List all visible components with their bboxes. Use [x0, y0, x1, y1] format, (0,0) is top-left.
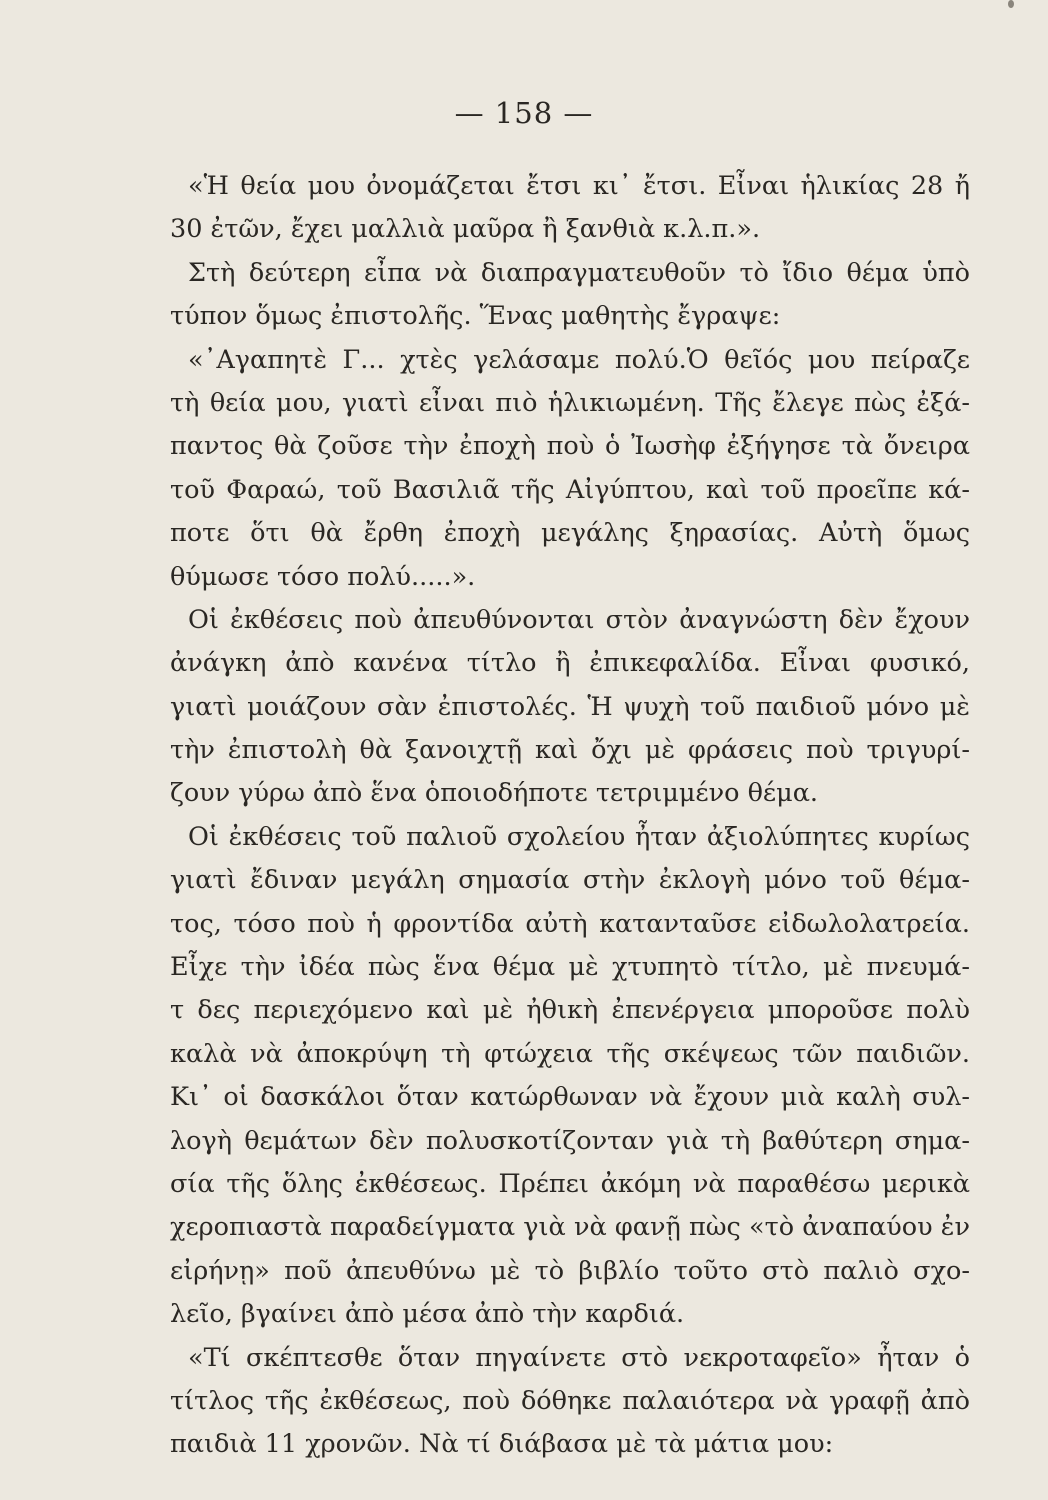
text-line: λογὴ θεμάτων δὲν πολυσκοτίζονταν γιὰ τὴ βαθύτερη σημα-: [170, 1125, 970, 1156]
text-line: γιατὶ μοιάζουν σὰν ἐπιστολές. Ἡ ψυχὴ τοῦ παιδιοῦ μόνο μὲ: [170, 691, 970, 722]
text-line: θύμωσε τόσο πολύ.....».: [170, 561, 476, 592]
text-line: χεροπιαστὰ παραδείγματα γιὰ νὰ φανῇ πὼς «τὸ ἀναπαύου ἐν: [170, 1212, 970, 1243]
text-line: τος, τόσο ποὺ ἡ φροντίδα αὐτὴ κατανταῦσε εἰδωλολατρεία.: [170, 908, 970, 939]
text-line: «Τί σκέπτεσθε ὅταν πηγαίνετε στὸ νεκροταφεῖο» ἦταν ὁ: [188, 1342, 970, 1373]
text-line: τίτλος τῆς ἐκθέσεως, ποὺ δόθηκε παλαιότερα νὰ γραφῇ ἀπὸ: [170, 1385, 970, 1416]
scan-speck: [1008, 0, 1014, 8]
body-text: [170, 165, 970, 1467]
text-line: Στὴ δεύτερη εἶπα νὰ διαπραγματευθοῦν τὸ ἴδιο θέμα ὑπὸ: [188, 257, 970, 288]
page-number: — 158 —: [454, 96, 594, 130]
text-line: εἰρήνῃ» ποῦ ἀπευθύνω μὲ τὸ βιβλίο τοῦτο στὸ παλιὸ σχο-: [170, 1255, 970, 1286]
text-line: Κι᾿ οἱ δασκάλοι ὅταν κατώρθωναν νὰ ἔχουν μιὰ καλὴ συλ-: [170, 1082, 970, 1113]
text-line: τὴ θεία μου, γιατὶ εἶναι πιὸ ἡλικιωμένη. Τῆς ἔλεγε πὼς ἐξά-: [170, 387, 970, 418]
text-line: Εἶχε τὴν ἰδέα πὼς ἕνα θέμα μὲ χτυπητὸ τίτλο, μὲ πνευμά-: [170, 952, 970, 983]
text-line: «Ἡ θεία μου ὀνομάζεται ἔτσι κι᾿ ἔτσι. Εἶναι ἡλικίας 28 ἤ: [188, 171, 970, 201]
text-line: τὴν ἐπιστολὴ θὰ ξανοιχτῇ καὶ ὄχι μὲ φράσεις ποὺ τριγυρί-: [170, 735, 970, 766]
text-line: παντος θὰ ζοῦσε τὴν ἐποχὴ ποὺ ὁ Ἰωσὴφ ἐξήγησε τὰ ὄνειρα: [170, 431, 970, 462]
text-line: Οἱ ἐκθέσεις ποὺ ἀπευθύνονται στὸν ἀναγνώστη δὲν ἔχουν: [188, 604, 970, 635]
text-line: σία τῆς ὅλης ἐκθέσεως. Πρέπει ἀκόμη νὰ παραθέσω μερικὰ: [170, 1168, 970, 1199]
text-line: «᾿Αγαπητὲ Γ... χτὲς γελάσαμε πολύ.Ὁ θεῖός μου πείραζε: [188, 344, 970, 375]
text-line: Οἱ ἐκθέσεις τοῦ παλιοῦ σχολείου ἦταν ἀξιολύπητες κυρίως: [188, 821, 970, 852]
text-line: λεῖο, βγαίνει ἀπὸ μέσα ἀπὸ τὴν καρδιά.: [170, 1299, 685, 1330]
text-line: ἀνάγκη ἀπὸ κανένα τίτλο ἢ ἐπικεφαλίδα. Εἶναι φυσικό,: [170, 648, 970, 679]
text-line: ζουν γύρω ἀπὸ ἕνα ὁποιοδήποτε τετριμμένο θέμα.: [170, 778, 819, 809]
text-line: τ δες περιεχόμενο καὶ μὲ ἠθικὴ ἐπενέργεια μποροῦσε πολὺ: [170, 995, 970, 1026]
text-line: καλὰ νὰ ἀποκρύψη τὴ φτώχεια τῆς σκέψεως τῶν παιδιῶν.: [170, 1038, 970, 1069]
text-line: γιατὶ ἔδιναν μεγάλη σημασία στὴν ἐκλογὴ μόνο τοῦ θέμα-: [170, 865, 970, 896]
text-line: ποτε ὅτι θὰ ἔρθη ἐποχὴ μεγάλης ξηρασίας. Αὐτὴ ὅμως: [170, 518, 970, 549]
text-line: παιδιὰ 11 χρονῶν. Νὰ τί διάβασα μὲ τὰ μάτια μου:: [170, 1429, 834, 1460]
text-line: 30 ἐτῶν, ἔχει μαλλιὰ μαῦρα ἢ ξανθιὰ κ.λ.π.».: [170, 214, 761, 245]
text-line: τύπον ὅμως ἐπιστολῆς. Ἕνας μαθητὴς ἔγραψε:: [170, 301, 781, 332]
text-line: τοῦ Φαραώ, τοῦ Βασιλιᾶ τῆς Αἰγύπτου, καὶ τοῦ προεῖπε κά-: [170, 474, 970, 505]
